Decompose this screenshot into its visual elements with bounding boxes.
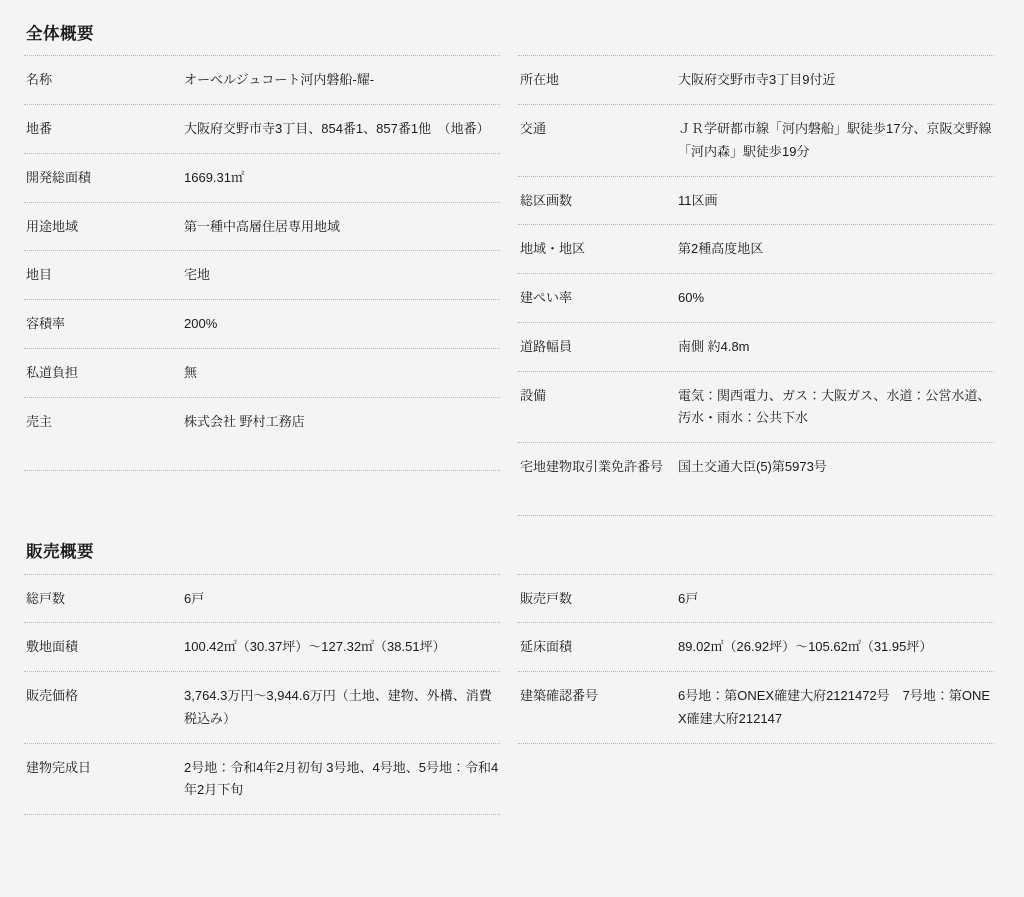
section-overall-outline xyxy=(24,18,994,516)
row-value: 89.02㎡（26.92坪）〜105.62㎡（31.95坪） xyxy=(678,639,933,655)
row-label: 延床面積 xyxy=(520,639,573,655)
table-row xyxy=(24,671,500,743)
row-label: 販売価格 xyxy=(26,688,79,704)
row-label: 売主 xyxy=(26,413,53,429)
row-value: 11区画 xyxy=(678,192,718,208)
row-value: 200% xyxy=(184,316,218,332)
table-row xyxy=(518,442,994,516)
row-label: 開発総面積 xyxy=(26,169,92,185)
row-value: 6号地：第ONEX確建大府2121472号 7号地：第ONEX確建大府212147 xyxy=(678,688,991,726)
row-value: 1669.31㎡ xyxy=(184,169,244,185)
row-value: 6戸 xyxy=(678,590,699,606)
table-row xyxy=(24,743,500,816)
table-row xyxy=(24,55,500,104)
table-row xyxy=(24,622,500,671)
row-value: 宅地 xyxy=(184,267,211,283)
table-row xyxy=(518,671,994,744)
row-label: 私道負担 xyxy=(26,364,79,380)
row-label: 用途地域 xyxy=(26,218,79,234)
row-label: 宅地建物取引業免許番号 xyxy=(520,459,664,475)
row-value: 3,764.3万円〜3,944.6万円（土地、建物、外構、消費税込み） xyxy=(184,688,492,726)
row-value: ＪＲ学研都市線「河内磐船」駅徒歩17分、京阪交野線「河内森」駅徒歩19分 xyxy=(678,121,992,159)
row-label: 建築確認番号 xyxy=(520,688,599,704)
row-label: 販売戸数 xyxy=(520,590,573,606)
table-row xyxy=(24,202,500,251)
row-label: 交通 xyxy=(520,121,547,137)
overall-left-column xyxy=(24,55,509,516)
table-row xyxy=(518,55,994,104)
table-row xyxy=(24,299,500,348)
row-label: 敷地面積 xyxy=(26,639,79,655)
table-row xyxy=(518,371,994,443)
table-row xyxy=(24,574,500,623)
row-label: 地番 xyxy=(26,121,53,137)
section-title-overall: 全体概要 xyxy=(26,25,94,43)
sales-right-column xyxy=(509,574,994,816)
table-row xyxy=(24,397,500,471)
row-value: 南側 約4.8m xyxy=(678,338,750,354)
row-value: 株式会社 野村工務店 xyxy=(184,413,305,429)
row-value: 100.42㎡（30.37坪）〜127.32㎡（38.51坪） xyxy=(184,639,446,655)
sales-left-column xyxy=(24,574,509,816)
row-value: 2号地：令和4年2月初旬 3号地、4号地、5号地：令和4年2月下旬 xyxy=(184,759,499,798)
row-label: 地目 xyxy=(26,267,53,283)
row-value: 電気：関西電力、ガス：大阪ガス、水道：公営水道、汚水・雨水：公共下水 xyxy=(678,387,991,426)
table-row xyxy=(518,322,994,371)
table-row xyxy=(24,104,500,153)
row-label: 地域・地区 xyxy=(520,241,586,257)
section-sales-outline xyxy=(24,526,994,815)
row-label: 名称 xyxy=(26,72,53,88)
section-title-sales: 販売概要 xyxy=(26,543,94,562)
row-value: 6戸 xyxy=(184,590,205,606)
table-row xyxy=(24,250,500,299)
table-row xyxy=(518,273,994,322)
sales-outline-grid xyxy=(24,574,994,816)
table-row xyxy=(518,104,994,176)
row-label: 総区画数 xyxy=(520,192,573,208)
row-value: 大阪府交野市寺3丁目、854番1、857番1他 （地番） xyxy=(184,121,490,137)
row-label: 容積率 xyxy=(26,316,66,332)
table-row xyxy=(24,153,500,202)
row-value: オーベルジュコート河内磐船-耀- xyxy=(184,72,375,88)
row-label: 道路幅員 xyxy=(520,338,573,354)
table-row xyxy=(518,176,994,225)
row-value: 60% xyxy=(678,290,705,306)
overall-right-column xyxy=(509,55,994,516)
row-label: 総戸数 xyxy=(26,590,66,606)
table-row xyxy=(24,348,500,397)
overall-outline-grid xyxy=(24,55,994,516)
table-row xyxy=(518,224,994,273)
row-value: 第一種中高層住居専用地域 xyxy=(184,218,341,234)
row-value: 大阪府交野市寺3丁目9付近 xyxy=(678,72,836,88)
row-label: 所在地 xyxy=(520,72,560,88)
row-value: 国土交通大臣(5)第5973号 xyxy=(678,459,827,475)
row-label: 建ぺい率 xyxy=(520,290,573,306)
row-value: 無 xyxy=(184,364,198,380)
table-row xyxy=(518,622,994,671)
row-value: 第2種高度地区 xyxy=(678,241,764,257)
row-label: 設備 xyxy=(520,387,547,403)
row-label: 建物完成日 xyxy=(26,759,92,775)
table-row xyxy=(518,574,994,623)
